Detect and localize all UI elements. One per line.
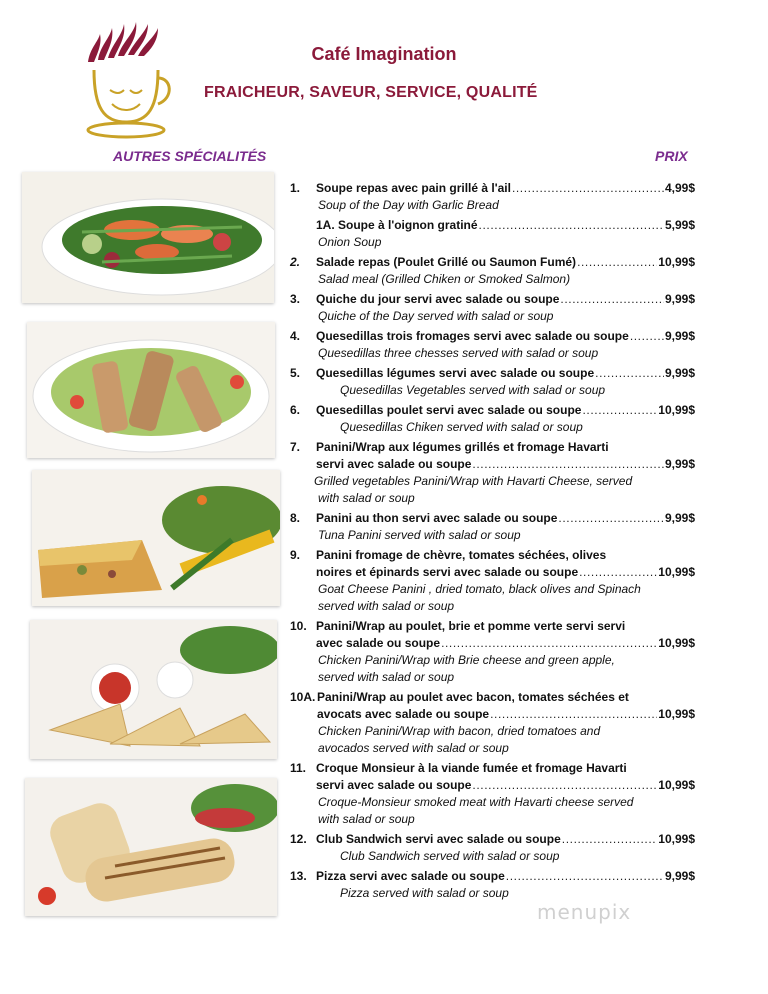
menu-item-description: Pizza served with salad or soup — [340, 886, 509, 900]
menu-item-line — [290, 618, 695, 635]
menu-item — [290, 328, 695, 362]
menu-item — [290, 547, 695, 615]
menu-item-line — [290, 635, 695, 652]
menu-item-description: Chicken Panini/Wrap with Brie cheese and green apple, — [318, 653, 615, 667]
dot-leader — [506, 868, 664, 885]
photo-quesadillas — [30, 620, 277, 759]
menu-item-number: 6. — [290, 403, 301, 417]
menu-item-name: avec salade ou soupe — [316, 636, 441, 650]
menu-item — [290, 868, 695, 902]
menu-item — [290, 180, 695, 214]
dot-leader — [472, 456, 664, 473]
menu-item-description: with salad or soup — [318, 491, 415, 505]
dot-leader — [562, 831, 658, 848]
menu-item-name: Panini fromage de chèvre, tomates séchées, olives — [316, 548, 607, 562]
menu-list — [290, 180, 695, 905]
menu-item-name: Quesedillas légumes servi avec salade ou soupe — [316, 366, 595, 380]
menu-item-number: 8. — [290, 511, 301, 525]
menu-item-line — [290, 760, 695, 777]
dot-leader — [595, 365, 664, 382]
menu-item-price: 9,99$ — [664, 292, 695, 306]
menu-item — [290, 402, 695, 436]
cafe-title: Café Imagination — [311, 44, 457, 64]
menu-item-line — [290, 706, 695, 723]
dot-leader — [441, 635, 657, 652]
menu-item-price: 9,99$ — [664, 457, 695, 471]
menu-item-number: 5. — [290, 366, 301, 380]
menu-item-name: 1A. Soupe à l'oignon gratiné — [316, 218, 478, 232]
menu-item-name: servi avec salade ou soupe — [316, 457, 472, 471]
dot-leader — [490, 706, 657, 723]
menu-item — [290, 689, 695, 757]
menu-item-line — [290, 456, 695, 473]
menu-item-number: 10A. — [290, 690, 316, 704]
menu-item-price: 9,99$ — [664, 329, 695, 343]
menu-item-line — [290, 402, 695, 419]
dot-leader — [579, 564, 657, 581]
menu-item-price: 5,99$ — [664, 218, 695, 232]
menu-item-description: served with salad or soup — [318, 670, 455, 684]
menu-item-price: 9,99$ — [664, 366, 695, 380]
menu-item — [290, 439, 695, 507]
menu-item-name: Panini/Wrap au poulet avec bacon, tomates séchées et — [317, 690, 629, 704]
menu-item-number: 10. — [290, 619, 307, 633]
menu-item-price: 9,99$ — [664, 869, 695, 883]
menu-item-description: Quesedillas Chiken served with salad or soup — [340, 420, 583, 434]
price-column-title: PRIX — [655, 148, 688, 164]
menu-item-line — [290, 777, 695, 794]
menu-item-name: servi avec salade ou soupe — [316, 778, 472, 792]
menu-item-number: 12. — [290, 832, 307, 846]
menu-item-number: 9. — [290, 548, 301, 562]
menu-item-description: avocados served with salad or soup — [318, 741, 509, 755]
menu-item-line — [290, 217, 695, 234]
dot-leader — [582, 402, 657, 419]
menu-item-name: noires et épinards servi avec salade ou soupe — [316, 565, 579, 579]
menu-item — [290, 291, 695, 325]
menu-item-name: Salade repas (Poulet Grillé ou Saumon Fumé) — [316, 255, 577, 269]
menu-item-name: Soupe repas avec pain grillé à l'ail — [316, 181, 511, 195]
menu-item-description: Onion Soup — [318, 235, 382, 249]
menu-item-price: 10,99$ — [658, 707, 695, 721]
menu-item-number: 4. — [290, 329, 301, 343]
menu-item-line — [290, 689, 695, 706]
dot-leader — [560, 291, 664, 308]
dot-leader — [577, 254, 657, 271]
dot-leader — [512, 180, 664, 197]
menu-item-price: 10,99$ — [658, 255, 695, 269]
menu-item-description: served with salad or soup — [318, 599, 455, 613]
menu-item-price: 10,99$ — [658, 636, 695, 650]
menu-item-description: Quesedillas three chesses served with salad or soup — [318, 346, 599, 360]
menu-item-price: 4,99$ — [664, 181, 695, 195]
photo-salmon-salad — [22, 172, 274, 303]
dot-leader — [630, 328, 664, 345]
menu-item-name: Panini au thon servi avec salade ou soupe — [316, 511, 558, 525]
menu-item-line — [290, 564, 695, 581]
menu-item — [290, 831, 695, 865]
menu-item-price: 10,99$ — [658, 778, 695, 792]
menu-item-name: Pizza servi avec salade ou soupe — [316, 869, 505, 883]
menu-item-line — [290, 547, 695, 564]
menu-item-price: 10,99$ — [658, 565, 695, 579]
menu-item-name: Panini/Wrap aux légumes grillés et fromage Havarti — [316, 440, 609, 454]
dot-leader — [558, 510, 664, 527]
menu-item-name: Quiche du jour servi avec salade ou soupe — [316, 292, 560, 306]
menu-item-description: Salad meal (Grilled Chiken or Smoked Salmon) — [318, 272, 571, 286]
menu-item-name: Quesedillas trois fromages servi avec salade ou soupe — [316, 329, 629, 343]
menu-item-name: Panini/Wrap au poulet, brie et pomme verte servi servi — [316, 619, 626, 633]
menu-item-line — [290, 831, 695, 848]
menu-item-line — [290, 510, 695, 527]
menu-item-number: 13. — [290, 869, 307, 883]
menu-item — [290, 618, 695, 686]
menu-item — [290, 217, 695, 251]
menu-item-name: Quesedillas poulet servi avec salade ou soupe — [316, 403, 582, 417]
menu-item-line — [290, 291, 695, 308]
menu-item — [290, 760, 695, 828]
menu-item-line — [290, 439, 695, 456]
menu-item-description: Tuna Panini served with salad or soup — [318, 528, 521, 542]
menu-item — [290, 254, 695, 288]
watermark: menupix — [537, 900, 632, 924]
menu-item-number: 2. — [290, 255, 301, 269]
menu-item-price: 10,99$ — [658, 403, 695, 417]
cafe-logo — [80, 18, 200, 143]
menu-item-name: Croque Monsieur à la viande fumée et fromage Havarti — [316, 761, 627, 775]
menu-item-description: Chicken Panini/Wrap with bacon, dried tomatoes and — [318, 724, 601, 738]
menu-item-description: Club Sandwich served with salad or soup — [340, 849, 560, 863]
menu-item-line — [290, 365, 695, 382]
menu-item-name: avocats avec salade ou soupe — [317, 707, 490, 721]
menu-item-line — [290, 180, 695, 197]
menu-item-line — [290, 868, 695, 885]
menu-item — [290, 510, 695, 544]
menu-item — [290, 365, 695, 399]
menu-item-line — [290, 328, 695, 345]
photo-quiche-with-salad — [32, 470, 280, 606]
menu-item-description: Croque-Monsieur smoked meat with Havarti cheese served — [318, 795, 634, 809]
menu-item-name: Club Sandwich servi avec salade ou soupe — [316, 832, 561, 846]
menu-item-price: 9,99$ — [664, 511, 695, 525]
menu-item-description: Quiche of the Day served with salad or soup — [318, 309, 554, 323]
menu-item-description: Grilled vegetables Panini/Wrap with Havarti Cheese, served — [314, 474, 633, 488]
dot-leader — [479, 217, 664, 234]
dot-leader — [472, 777, 657, 794]
menu-item-number: 7. — [290, 440, 301, 454]
menu-item-number: 1. — [290, 181, 301, 195]
menu-item-description: Soup of the Day with Garlic Bread — [318, 198, 499, 212]
menu-item-number: 3. — [290, 292, 301, 306]
section-title: AUTRES SPÉCIALITÉS — [113, 148, 267, 164]
menu-item-number: 11. — [290, 761, 307, 775]
menu-item-description: Quesedillas Vegetables served with salad or soup — [340, 383, 606, 397]
menu-item-description: Goat Cheese Panini , dried tomato, black olives and Spinach — [318, 582, 641, 596]
photo-chicken-salad — [27, 322, 275, 458]
menu-item-description: with salad or soup — [318, 812, 415, 826]
photo-panini — [25, 778, 277, 916]
tagline: FRAICHEUR, SAVEUR, SERVICE, QUALITÉ — [204, 84, 538, 101]
menu-item-price: 10,99$ — [658, 832, 695, 846]
menu-item-line — [290, 254, 695, 271]
